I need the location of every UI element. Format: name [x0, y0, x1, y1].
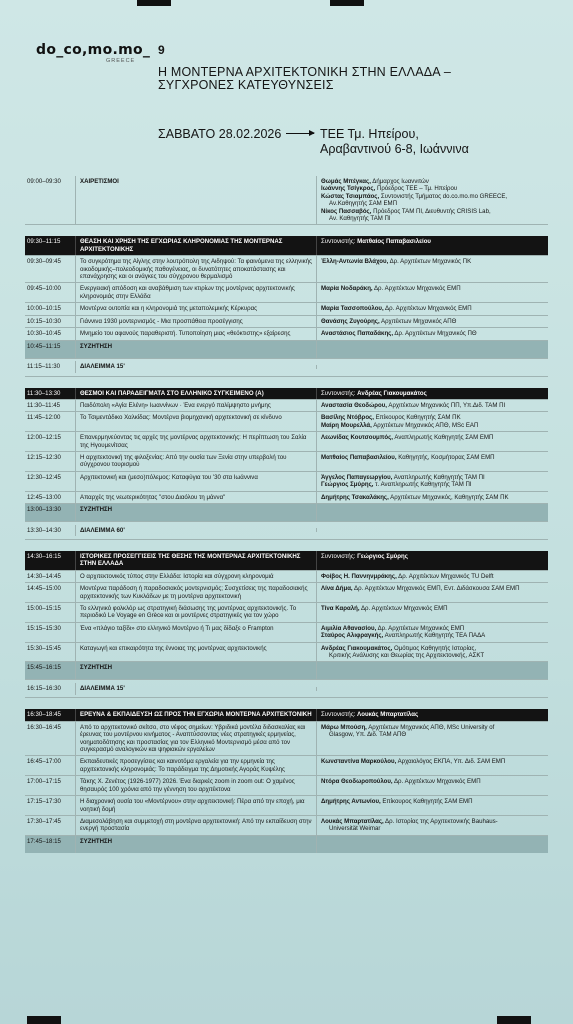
speaker-line: [321, 481, 544, 488]
speaker-name: Άγγελος Παπαγεωργίου,: [321, 473, 393, 481]
speaker-cell: [316, 176, 548, 224]
decor-bar-bottom-1: [27, 1016, 61, 1024]
event-date: ΣΑΒΒΑΤΟ 28.02.2026: [158, 127, 282, 141]
talk-title: Μνημείο του αφανούς παραθεριστή. Τυποποίηση μιας «θεόκτιστης» εξαίρεσης: [75, 328, 316, 339]
speaker-line: [321, 330, 544, 337]
speaker-cell: [316, 412, 548, 431]
speaker-line: [321, 305, 544, 312]
speaker-affiliation: Πρόεδρος ΤΕΕ – Τμ. Ηπείρου: [376, 185, 458, 193]
section-gap: [25, 539, 548, 551]
speaker-name: Κώστας Τσιαμπάος,: [321, 192, 380, 200]
discussion-title: ΣΥΖΗΤΗΣΗ: [75, 341, 316, 358]
decor-bar-top-1: [137, 0, 171, 6]
break-row: [25, 358, 548, 376]
session-header: [25, 709, 548, 720]
speaker-cell: [316, 623, 548, 642]
time-cell: 17:30–17:45: [27, 817, 61, 825]
speaker-line: [321, 798, 544, 805]
speaker-line: [321, 402, 544, 409]
speaker-cell: [316, 756, 548, 775]
time-cell: 09:00–09:30: [27, 178, 61, 185]
speaker-line: [321, 778, 544, 785]
speaker-line: [321, 818, 544, 825]
speaker-name: Αιμιλία Αθανασίου,: [321, 624, 377, 632]
speaker-line: [321, 652, 544, 659]
speaker-affiliation: Δρ. Αρχιτέκτων Μηχανικός ΕΜΠ, Εντ. Διδάσκουσα ΣΑΜ ΕΜΠ: [354, 585, 520, 593]
empty-cell: [316, 687, 548, 691]
talk-row: [25, 775, 548, 795]
empty-cell: [316, 836, 548, 853]
session-chair: [316, 236, 548, 255]
talk-row: [25, 282, 548, 302]
speaker-line: [321, 724, 544, 731]
time-cell: 14:30–14:45: [27, 572, 61, 580]
talk-row: [25, 755, 548, 775]
speaker-affiliation: Δήμαρχος Ιωαννιτών: [372, 178, 429, 185]
speaker-line: [321, 318, 544, 325]
session-header: [25, 551, 548, 570]
talk-row: [25, 491, 548, 503]
session-time: 11:30–13:30: [27, 389, 61, 397]
speaker-line: [321, 178, 544, 185]
title-cell: ΧΑΙΡΕΤΙΣΜΟΙ: [75, 176, 316, 224]
session-header: [25, 388, 548, 399]
speaker-cell: [316, 583, 548, 602]
speaker-affiliation: Συντονιστής Τμήματος do.co.mo.mo GREECE,: [380, 192, 508, 200]
session-time: 14:30–16:15: [27, 552, 61, 560]
empty-cell: [316, 662, 548, 679]
talk-title: Η διαχρονική ουσία του «Μοντέρνου» στην αρχιτεκτονική: Πέρα από την εποχή, μια νοητική δομή: [75, 796, 316, 815]
talk-row: [25, 302, 548, 314]
speaker-line: [321, 215, 544, 222]
speaker-affiliation: Δρ. Αρχιτέκτων Μηχανικός ΕΜΠ: [377, 624, 465, 632]
talk-title: Απαρχές της νεωτερικότητας "στου Διαόλου τη μάννα": [75, 492, 316, 503]
time-cell: 11:45–12:00: [27, 414, 61, 422]
talk-title: Το συγκρότημα της Αίγλης στην λουτρόπολη της Αιδηψού: Τα φαινόμενα της ελληνικής οικοδομικής–πολεοδομικής παθογένειας, οι δυνατότητες αποκατάστασης και επανάχρησης και οι ανάγκες του σύγχρονου θερμαλισμό: [75, 256, 316, 282]
talk-row: [25, 602, 548, 622]
speaker-cell: [316, 472, 548, 491]
welcome-row: [25, 176, 548, 224]
speaker-affiliation: Αρχιτέκτων Μηχανικός ΑΠΘ, MSc EAП: [373, 421, 479, 429]
time-cell: 12:30–12:45: [27, 473, 61, 481]
speaker-cell: [316, 571, 548, 582]
speaker-name: Μαρία Νοδαράκη,: [321, 285, 373, 293]
speaker-line: [321, 731, 544, 738]
talk-row: [25, 622, 548, 642]
talk-title: Ένα «πλάγιο ταξίδι» στο ελληνικό Μοντέρνο ή Τι μας δίδαξε ο Frampton: [75, 623, 316, 642]
discussion-title: ΣΥΖΗΤΗΣΗ: [75, 836, 316, 853]
talk-title: Επανερμηνεύοντας τις αρχές της μοντέρνας αρχιτεκτονικής: Η περίπτωση του Σαλία της Ηγουμενίτσας: [75, 432, 316, 451]
issue-number: 9: [158, 43, 165, 57]
talk-title: Αρχιτεκτονική και (μεσο)πόλεμος: Καταφύγια του '30 στα Ιωάννινα: [75, 472, 316, 491]
speaker-line: [321, 585, 544, 592]
speaker-name: Σταύρος Αλιφραγκής,: [321, 632, 384, 640]
discussion-title: ΣΥΖΗΤΗΣΗ: [75, 662, 316, 679]
discussion-row: [25, 835, 548, 853]
empty-cell: [316, 365, 548, 369]
time-cell: 09:30–09:45: [27, 258, 61, 266]
speaker-affiliation: Αναπληρωτής Καθηγητής ΤΕΑ ΠΑΔΑ: [384, 632, 486, 640]
speaker-cell: [316, 432, 548, 451]
speaker-line: [321, 605, 544, 612]
chair-name: Ανδρέας Γιακουμακάτος: [357, 389, 427, 397]
speaker-line: [321, 285, 544, 292]
time-cell: 10:30–10:45: [27, 330, 61, 338]
speaker-name: Δημήτρης Αντωνίου,: [321, 798, 381, 806]
speaker-name: Λουκάς Μπαρτατίλας,: [321, 817, 384, 825]
talk-row: [25, 411, 548, 431]
session-time: 09:30–11:15: [27, 238, 61, 246]
speaker-line: [321, 454, 544, 461]
talk-row: [25, 721, 548, 756]
time-cell: 16:45–17:00: [27, 758, 61, 766]
time-cell: 15:00–15:15: [27, 605, 61, 612]
talk-title: Παιδόπολη «Αγία Ελένη» Ιωαννίνων · Ένα ενεργό παλίμψηστο μνήμης: [75, 400, 316, 411]
speaker-affiliation: Αναπληρωτής Καθηγητής ΣΑΜ ΕΜΠ: [394, 434, 494, 442]
docomomo-logo: do_co,mo.mo_: [36, 42, 151, 58]
discussion-row: [25, 661, 548, 679]
speaker-line: [321, 758, 544, 765]
talk-row: [25, 399, 548, 411]
talk-title: Η αρχιτεκτονική της φιλοξενίας: Από την ουσία των Ξενία στην υπερβολή του σύγχρονου τουρισμού: [75, 452, 316, 471]
speaker-name: Δημήτρης Τσακαλάκης,: [321, 493, 389, 501]
session-header: [25, 236, 548, 255]
speaker-cell: [316, 603, 548, 622]
talk-title: Διαμεσολάβηση και συμμετοχή στη μοντέρνα αρχιτεκτονική: Από την εκπαίδευση στην ενεργή προστασία: [75, 816, 316, 835]
speaker-affiliation: Αρχιτέκτων Μηχανικός ΑΠΘ, MSc University of: [368, 723, 495, 731]
time-cell: 16:15–16:30: [27, 685, 61, 693]
speaker-line: [321, 193, 544, 200]
speaker-name: Τίνα Καραλή,: [321, 605, 360, 612]
speaker-name: Κωνσταντίνα Μαρκούλου,: [321, 758, 397, 766]
speaker-name: Νίκος Πασσαβός,: [321, 207, 372, 215]
event-venue: [320, 127, 469, 157]
speaker-affiliation: τ. Αναπληρωτής Καθηγητής ΤΑΜ ΠΙ: [375, 481, 472, 489]
speaker-line: [321, 625, 544, 632]
break-row: [25, 679, 548, 697]
time-cell: 15:15–15:30: [27, 624, 61, 632]
speaker-name: Αναστάσιος Παπαδάκης,: [321, 330, 394, 338]
venue-line-1: ΤΕΕ Τμ. Ηπείρου,: [320, 127, 419, 141]
time-cell: 12:00–12:15: [27, 434, 61, 442]
empty-cell: [316, 341, 548, 358]
time-cell: 11:30–11:45: [27, 401, 60, 409]
talk-title: Το Τσιμεντάδικο Χαλκίδας: Μοντέρνα βιομηχανική αρχιτεκτονική σε κίνδυνο: [75, 412, 316, 431]
talk-row: [25, 255, 548, 282]
speaker-affiliation: Δρ. Αρχιτέκτων Μηχανικός ΠΚ: [389, 258, 472, 266]
session-title: ΘΕΑΣΗ ΚΑΙ ΧΡΗΣΗ ΤΗΣ ΕΓΧΩΡΙΑΣ ΚΛΗΡΟΝΟΜΙΑΣ ΤΗΣ ΜΟΝΤΕΡΝΑΣ ΑΡΧΙΤΕΚΤΟΝΙΚΗΣ: [75, 236, 316, 255]
time-cell: 16:30–16:45: [27, 723, 61, 731]
speaker-affiliation: Πρόεδρος ΤΑΜ ΠΙ, Διευθυντής CRISIS Lab,: [373, 207, 491, 215]
speaker-affiliation: Επίκουρος Καθηγητής ΣΑΜ ΕΜΠ: [382, 798, 473, 806]
chair-name: Λουκάς Μπαρτατίλας: [357, 711, 419, 719]
talk-row: [25, 582, 548, 602]
speaker-line: [321, 645, 544, 652]
speaker-cell: [316, 643, 548, 662]
session-chair: [316, 388, 548, 399]
talk-row: [25, 315, 548, 327]
speaker-affiliation: Αρχιτέκτων Μηχανικός, Καθηγητής ΣΑΜ ΠΚ: [390, 493, 509, 501]
talk-row: [25, 431, 548, 451]
speaker-name: Ιωάννης Τσίγκρος,: [321, 185, 376, 193]
speaker-line: [321, 208, 544, 215]
speaker-affiliation: Δρ. Αρχιτέκτων Μηχανικός ΕΜΠ: [360, 605, 448, 612]
speaker-name: Μάρω Μπούση,: [321, 723, 367, 731]
time-cell: 12:15–12:30: [27, 453, 61, 461]
speaker-affiliation: Καθηγητής, Κοσμήτορας ΣΑΜ ΕΜΠ: [398, 453, 495, 461]
discussion-row: [25, 503, 548, 521]
time-cell: 11:15–11:30: [27, 363, 60, 371]
talk-title: Μοντέρνα ουτοπία και η κληρονομιά της μεταπολεμικής Κέρκυρας: [75, 303, 316, 314]
speaker-cell: [316, 303, 548, 314]
session-time: 16:30–18:45: [27, 711, 61, 719]
time-cell: 17:00–17:15: [27, 778, 61, 786]
time-cell: 17:45–18:15: [27, 837, 61, 845]
speaker-name: Ματθαίος Παπαβασιλείου,: [321, 453, 397, 461]
time-cell: 13:00–13:30: [27, 505, 61, 513]
session-title: ΘΕΣΜΟΙ ΚΑΙ ΠΑΡΑΔΕΙΓΜΑΤΑ ΣΤΟ ΕΛΛΗΝΙΚΟ ΣΥΓΚΕΙΜΕΝΟ (Α): [75, 388, 316, 399]
title-line-1: Η ΜΟΝΤΕΡΝΑ ΑΡΧΙΤΕΚΤΟΝΙΚΗ ΣΤΗΝ ΕΛΛΑΔΑ –: [158, 65, 451, 79]
speaker-name: Θανάσης Ζυγούρης,: [321, 317, 380, 325]
speaker-line: [321, 632, 544, 639]
speaker-line: [321, 200, 544, 207]
speaker-affiliation: Αν.Καθηγητής ΣΑΜ ΕΜΠ: [329, 200, 397, 208]
speaker-line: [321, 258, 544, 265]
speaker-line: [321, 422, 544, 429]
title-line-2: ΣΥΓΧΡΟΝΕΣ ΚΑΤΕΥΘΥΝΣΕΙΣ: [158, 78, 334, 92]
speaker-cell: [316, 283, 548, 302]
speaker-cell: [316, 316, 548, 327]
chair-label: Συντονιστής:: [321, 238, 356, 246]
time-cell: 10:00–10:15: [27, 305, 61, 313]
talk-title: Από το αρχιτεκτονικό σκίτσο, στο νέφος σημείων: Υβριδικά μοντέλα διδασκαλίας και έρευνας του μοντέρνου κινήματος - Αναπτύσσοντας νέες στρατηγικές ερμηνείας, νοηματοδότησης και προστασίας για τον Ελληνικό Μοντερνισμό μέσα από τον συγκερασμό αναλογικών και ψηφιακών εργαλείων: [75, 722, 316, 756]
speaker-affiliation: Δρ. Αρχιτέκτων Μηχανικός ΠΘ: [394, 330, 477, 338]
session-chair: [316, 551, 548, 570]
speaker-affiliation: Επίκουρος Καθηγητής ΣΑΜ ΠΚ: [375, 414, 461, 422]
speaker-name: Αναστασία Θεοδώρου,: [321, 401, 388, 409]
time-cell: 10:45–11:15: [27, 342, 61, 350]
time-cell: 10:15–10:30: [27, 317, 61, 325]
time-cell: 09:45–10:00: [27, 285, 61, 293]
speaker-cell: [316, 400, 548, 411]
time-cell: 17:15–17:30: [27, 798, 61, 806]
speaker-affiliation: Αρχιτέκτων Μηχανικός ΑΠΘ: [381, 317, 457, 325]
talk-title: Εκπαιδευτικές προσεγγίσεις και καινοτόμα εργαλεία για την ερμηνεία της αρχιτεκτονικής κληρονομιάς: Το παράδειγμα της Δημοτικής Αγοράς Κυψέλης: [75, 756, 316, 775]
talk-row: [25, 451, 548, 471]
speaker-cell: [316, 776, 548, 795]
speaker-cell: [316, 328, 548, 339]
talk-title: Το ελληνικό φολκλόρ ως στρατηγική διάσωσης της μοντέρνας αρχιτεκτονικής. Το περιοδικό Le Voyage en Grèce και οι μοντέρνες στρατηγικές για τον χώρο: [75, 603, 316, 622]
speaker-cell: [316, 256, 548, 282]
section-gap: [25, 224, 548, 236]
logo-subtitle: GREECE: [106, 58, 136, 64]
talk-title: Καταγωγή και επικαιρότητα της έννοιας της μοντέρνας αρχιτεκτονικής: [75, 643, 316, 662]
session-chair: [316, 709, 548, 720]
section-gap: [25, 376, 548, 388]
decor-bar-top-2: [330, 0, 364, 6]
speaker-name: Φοίβος Η. Παννηνμράκης,: [321, 572, 397, 580]
speaker-line: [321, 434, 544, 441]
talk-title: Ο αρχιτεκτονικός τύπος στην Ελλάδα: Ιστορία και σύγχρονη κληρονομιά: [75, 571, 316, 582]
talk-row: [25, 815, 548, 835]
speaker-name: Βασίλης Ντόβρος,: [321, 414, 374, 422]
talk-row: [25, 795, 548, 815]
break-title: ΔΙΑΛΕΙΜΜΑ 15': [75, 361, 316, 372]
speaker-affiliation: Ομότιμος Καθηγητής Ιστορίας,: [394, 644, 477, 652]
speaker-affiliation: Αναπληρωτής Καθηγητής ΤΑΜ ΠΙ: [393, 473, 485, 481]
speaker-cell: [316, 452, 548, 471]
speaker-line: [321, 414, 544, 421]
talk-title: Μοντέρνα παράδοση ή παραδοσιακός μοντερνισμός; Συσχετίσεις της παραδοσιακής αρχιτεκτονικής των Κυκλάδων με τη μοντέρνα αρχιτεκτονική: [75, 583, 316, 602]
session-title: ΙΣΤΟΡΙΚΕΣ ΠΡΟΣΕΓΓΙΣΕΙΣ ΤΗΣ ΘΕΣΗΣ ΤΗΣ ΜΟΝΤΕΡΝΑΣ ΑΡΧΙΤΕΚΤΟΝΙΚΗΣ ΣΤΗΝ ΕΛΛΑΔΑ: [75, 551, 316, 570]
empty-cell: [316, 504, 548, 521]
chair-name: Γεώργιος Σμύρης: [357, 552, 408, 560]
chair-label: Συντονιστής:: [321, 552, 356, 560]
speaker-affiliation: Αν. Καθηγητής ΤΑΜ ΠΙ: [329, 215, 391, 223]
speaker-name: Μαίρη Μουρελλά,: [321, 421, 372, 429]
talk-row: [25, 642, 548, 662]
speaker-line: [321, 825, 544, 832]
page-title: [158, 66, 518, 92]
speaker-affiliation: Universität Weimar: [329, 825, 381, 833]
speaker-name: Έλλη-Αντωνία Βλάχου,: [321, 258, 389, 266]
speaker-affiliation: Δρ. Ιστορίας της Αρχιτεκτονικής Bauhaus-: [385, 817, 498, 825]
speaker-affiliation: Αρχαιολόγος ΕΚΠΑ, Υπ. Διδ. ΣΑΜ ΕΜΠ: [397, 758, 506, 766]
time-cell: 15:45–16:15: [27, 664, 61, 672]
speaker-affiliation: Glasgow, Υπ. Διδ. ΤΑΜ ΑΠΘ: [329, 731, 407, 739]
speaker-affiliation: Δρ. Αρχιτέκτων Μηχανικός ΕΜΠ: [393, 778, 481, 786]
speaker-name: Ανδρέας Γιακουμακάτος,: [321, 644, 393, 652]
decor-bar-bottom-2: [497, 1016, 531, 1024]
speaker-name: Λεωνίδας Κουτσουμπός,: [321, 434, 393, 442]
speaker-name: Λίνα Δήμα,: [321, 585, 353, 593]
venue-line-2: Αραβαντινού 6-8, Ιωάννινα: [320, 142, 469, 156]
chair-label: Συντονιστής:: [321, 711, 356, 719]
break-title: ΔΙΑΛΕΙΜΜΑ 15': [75, 683, 316, 694]
session-title: ΕΡΕΥΝΑ & ΕΚΠΑΙΔΕΥΣΗ ΩΣ ΠΡΟΣ ΤΗΝ ΕΓΧΩΡΙΑ ΜΟΝΤΕΡΝΑ ΑΡΧΙΤΕΚΤΟΝΙΚΗ: [75, 709, 316, 720]
chair-label: Συντονιστής:: [321, 389, 356, 397]
speaker-name: Ντόρα Θεοδωροπούλου,: [321, 778, 393, 786]
speaker-name: Μαρία Τασσοπούλου,: [321, 305, 384, 313]
speaker-name: Θωμάς Μπέγκας,: [321, 178, 371, 185]
time-cell: 12:45–13:00: [27, 493, 61, 501]
talk-row: [25, 471, 548, 491]
time-cell: 14:45–15:00: [27, 585, 61, 593]
talk-title: Τάκης Χ. Ζενέτος (1926-1977) 2026. Ένα διαρκές zoom in zoom out: Ο χαμένος θησαυρός 100 χρόνια από την γέννηση του αρχιτέκτονα: [75, 776, 316, 795]
chair-name: Ματθαίος Παπαβασιλείου: [357, 238, 431, 246]
speaker-cell: [316, 816, 548, 835]
time-cell: 15:30–15:45: [27, 644, 61, 652]
talk-title: Ενεργειακή απόδοση και αναβάθμιση των κτιρίων της μοντέρνας αρχιτεκτονικής κληρονομιάς στην Ελλάδα: [75, 283, 316, 302]
speaker-affiliation: Κριτικής Ανάλυσης και Θεωρίας της Αρχιτεκτονικής, ΑΣΚΤ: [329, 652, 485, 660]
speaker-affiliation: Δρ. Αρχιτέκτων Μηχανικός ΕΜΠ: [373, 285, 461, 293]
speaker-affiliation: Αρχιτέκτων Μηχανικός ΠΠ, Υπ.Διδ. ΤΑΜ ΠΙ: [388, 401, 506, 409]
schedule-table: [25, 176, 548, 853]
speaker-cell: [316, 796, 548, 815]
section-gap: [25, 697, 548, 709]
talk-title: Γιάννινα 1930 μοντερνισμός - Μια προσπάθεια προσέγγισης: [75, 316, 316, 327]
speaker-cell: [316, 492, 548, 503]
talk-row: [25, 327, 548, 339]
speaker-line: [321, 185, 544, 192]
arrow-right-icon: [286, 133, 314, 134]
discussion-row: [25, 340, 548, 358]
empty-cell: [316, 528, 548, 532]
speaker-affiliation: Δρ. Αρχιτέκτων Μηχανικός ΕΜΠ: [385, 305, 472, 313]
speaker-affiliation: Δρ. Αρχιτέκτων Μηχανικός TU Delft: [398, 572, 494, 580]
break-row: [25, 521, 548, 539]
speaker-cell: [316, 722, 548, 756]
speaker-line: [321, 573, 544, 580]
time-cell: 13:30–14:30: [27, 526, 61, 534]
break-title: ΔΙΑΛΕΙΜΜΑ 60': [75, 525, 316, 536]
talk-row: [25, 570, 548, 582]
speaker-line: [321, 474, 544, 481]
discussion-title: ΣΥΖΗΤΗΣΗ: [75, 504, 316, 521]
speaker-line: [321, 494, 544, 501]
speaker-name: Γεώργιος Σμύρης,: [321, 481, 374, 489]
